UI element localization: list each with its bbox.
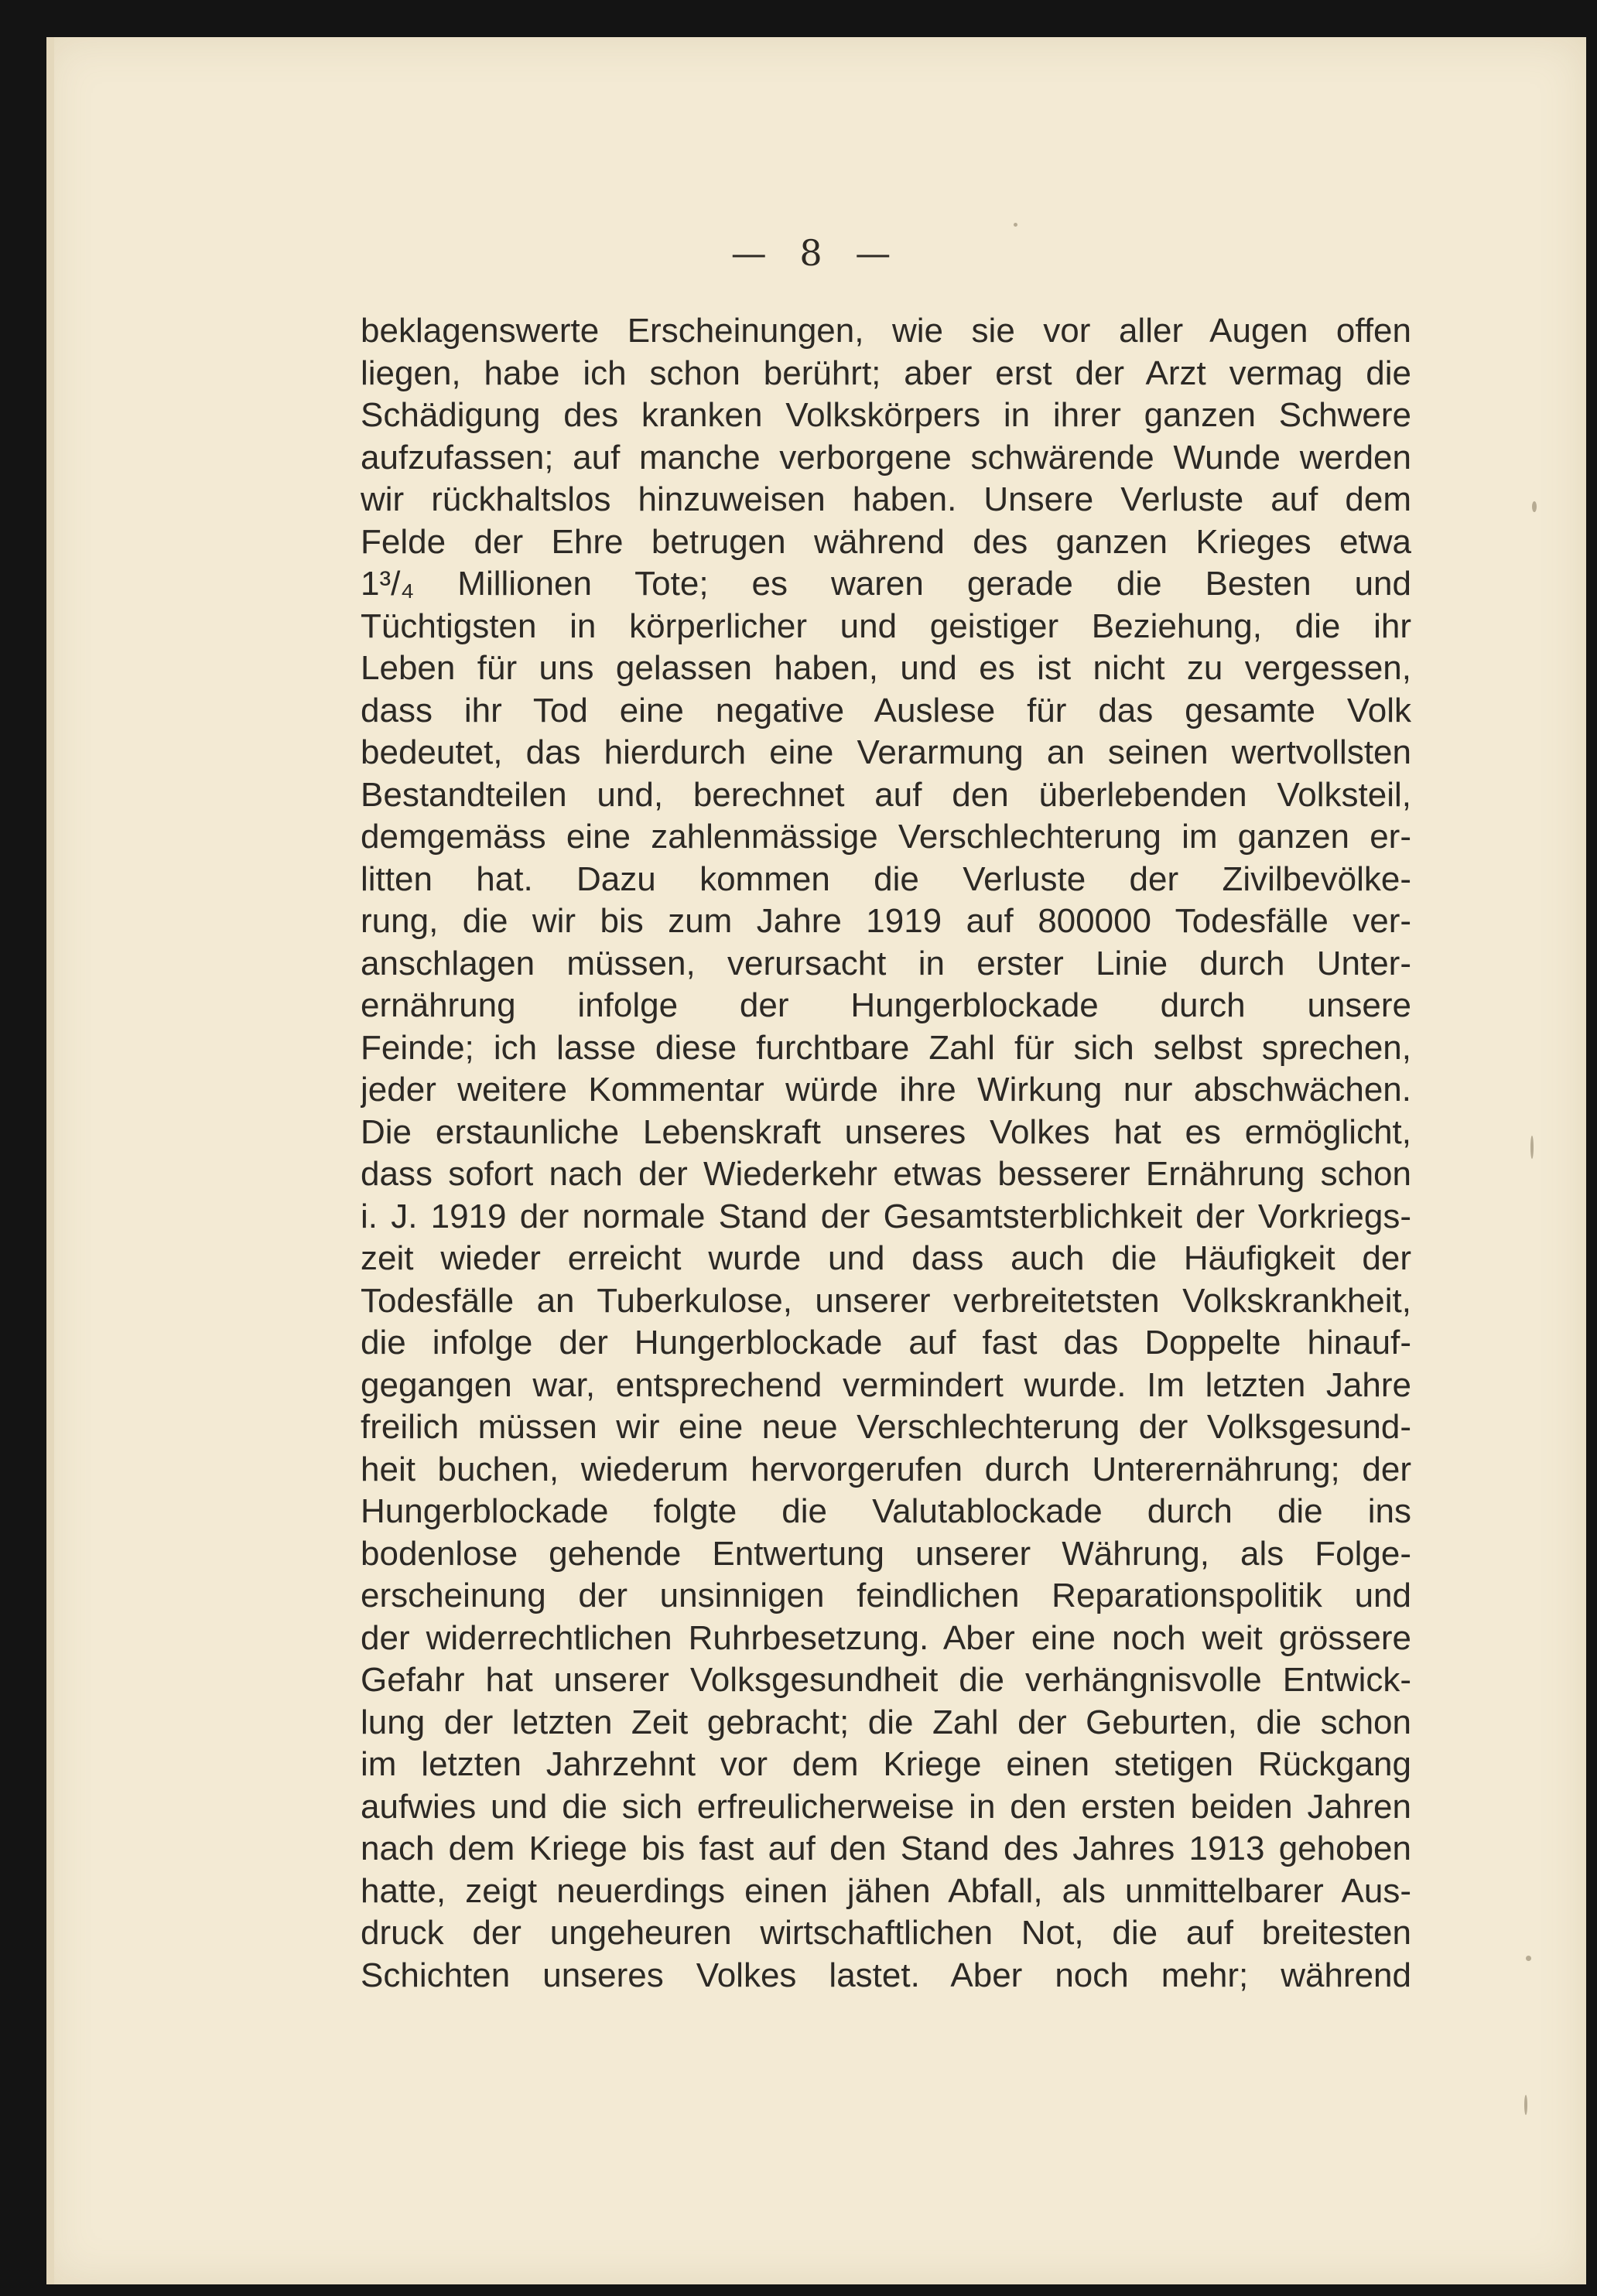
- paper-speck: [1014, 223, 1017, 227]
- text-line: bodenlose gehende Entwertung unserer Währung, als Folge-: [361, 1534, 1411, 1573]
- body-text: [361, 310, 1411, 1997]
- text-line: der widerrechtlichen Ruhrbesetzung. Aber eine noch weit grössere: [361, 1618, 1411, 1657]
- text-line: erscheinung der unsinnigen feindlichen Reparationspolitik und: [361, 1577, 1411, 1614]
- text-line: liegen, habe ich schon berührt; aber erst der Arzt vermag die: [361, 354, 1411, 392]
- text-line: Hungerblockade folgte die Valutablockade durch die ins: [361, 1492, 1411, 1530]
- text-line: dass sofort nach der Wiederkehr etwas besserer Ernährung schon: [361, 1155, 1411, 1193]
- text-line: Feinde; ich lasse diese furchtbare Zahl für sich selbst sprechen,: [361, 1028, 1411, 1067]
- text-line: hatte, zeigt neuerdings einen jähen Abfall, als unmittelbarer Aus-: [361, 1871, 1411, 1910]
- text-line: freilich müssen wir eine neue Verschlechterung der Volksgesund-: [361, 1408, 1411, 1446]
- text-line: i. J. 1919 der normale Stand der Gesamtsterblichkeit der Vorkriegs-: [361, 1197, 1411, 1235]
- text-line: Die erstaunliche Lebenskraft unseres Volkes hat es ermöglicht,: [361, 1112, 1411, 1151]
- text-line: Felde der Ehre betrugen während des ganzen Krieges etwa: [361, 522, 1411, 561]
- text-line: Bestandteilen und, berechnet auf den überlebenden Volksteil,: [361, 775, 1411, 814]
- text-line: Gefahr hat unserer Volksgesundheit die verhängnisvolle Entwick-: [361, 1661, 1411, 1699]
- text-line: heit buchen, wiederum hervorgerufen durch Unterernährung; der: [361, 1450, 1411, 1488]
- text-line: rung, die wir bis zum Jahre 1919 auf 800000 Todesfälle ver-: [361, 902, 1411, 940]
- text-line: Tüchtigsten in körperlicher und geistiger Beziehung, die ihr: [361, 606, 1411, 645]
- text-line: Schichten unseres Volkes lastet. Aber noch mehr; während: [361, 1956, 1411, 1994]
- paper-speck: [1530, 1136, 1534, 1159]
- page-number: — 8 —: [730, 232, 902, 274]
- text-line: gegangen war, entsprechend vermindert wurde. Im letzten Jahre: [361, 1365, 1411, 1404]
- text-line: aufzufassen; auf manche verborgene schwärende Wunde werden: [361, 438, 1411, 477]
- text-line: bedeutet, das hierdurch eine Verarmung an seinen wertvollsten: [361, 733, 1411, 771]
- page-gutter-edge: [46, 37, 54, 2284]
- text-line: jeder weitere Kommentar würde ihre Wirkung nur abschwächen.: [361, 1071, 1411, 1109]
- text-line: die infolge der Hungerblockade auf fast das Doppelte hinauf-: [361, 1324, 1411, 1362]
- text-line: Leben für uns gelassen haben, und es ist nicht zu vergessen,: [361, 649, 1411, 687]
- text-line: lung der letzten Zeit gebracht; die Zahl der Geburten, die schon: [361, 1703, 1411, 1741]
- text-line: Schädigung des kranken Volkskörpers in ihrer ganzen Schwere: [361, 396, 1411, 434]
- text-line: im letzten Jahrzehnt vor dem Kriege einen stetigen Rückgang: [361, 1745, 1411, 1783]
- text-line: beklagenswerte Erscheinungen, wie sie vor aller Augen offen: [361, 312, 1411, 350]
- text-line: aufwies und die sich erfreulicherweise in den ersten beiden Jahren: [361, 1787, 1411, 1826]
- text-line: nach dem Kriege bis fast auf den Stand des Jahres 1913 gehoben: [361, 1830, 1411, 1867]
- text-line: ernährung infolge der Hungerblockade durch unsere: [361, 986, 1411, 1024]
- text-line: litten hat. Dazu kommen die Verluste der Zivilbevölke-: [361, 859, 1411, 898]
- text-line: anschlagen müssen, verursacht in erster Linie durch Unter-: [361, 944, 1411, 982]
- text-line: zeit wieder erreicht wurde und dass auch die Häufigkeit der: [361, 1239, 1411, 1277]
- text-line: Todesfälle an Tuberkulose, unserer verbreitetsten Volkskrankheit,: [361, 1281, 1411, 1320]
- book-page: [46, 37, 1586, 2284]
- paper-speck: [1526, 1956, 1531, 1961]
- text-line: demgemäss eine zahlenmässige Verschlechterung im ganzen er-: [361, 818, 1411, 856]
- paper-speck: [1532, 501, 1537, 512]
- text-line: 1³/₄ Millionen Tote; es waren gerade die Besten und: [361, 565, 1411, 603]
- text-line: dass ihr Tod eine negative Auslese für das gesamte Volk: [361, 691, 1411, 729]
- text-line: druck der ungeheuren wirtschaftlichen Not, die auf breitesten: [361, 1914, 1411, 1952]
- text-line: wir rückhaltslos hinzuweisen haben. Unsere Verluste auf dem: [361, 480, 1411, 518]
- paper-speck: [1524, 2095, 1527, 2115]
